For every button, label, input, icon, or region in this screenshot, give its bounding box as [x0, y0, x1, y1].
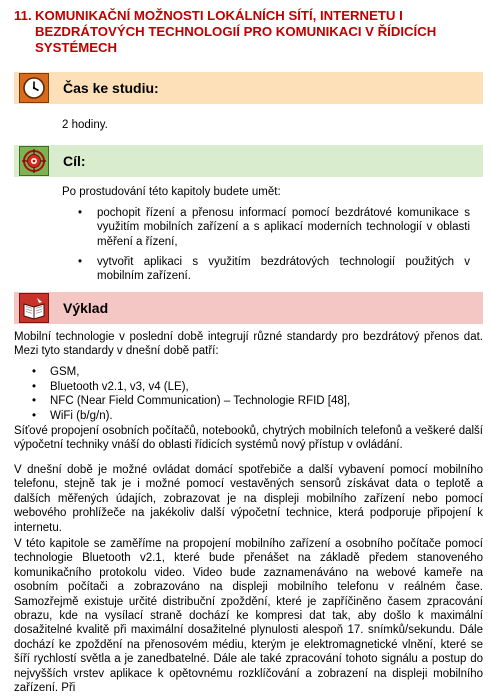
standard-item-text: Bluetooth v2.1, v3, v4 (LE),: [50, 380, 189, 393]
lecture-intro: Mobilní technologie v poslední době integrují různé standardy pro bezdrátový přenos dat. Mezi tyto standardy v dnešní době patří:: [14, 331, 483, 358]
chapter-title: KOMUNIKAČNÍ MOŽNOSTI LOKÁLNÍCH SÍTÍ, INTERNETU I BEZDRÁTOVÝCH TECHNOLOGIÍ PRO KOMUNIKACI V ŘÍDICÍCH SYSTÉMECH: [35, 8, 437, 55]
lecture-section-label: Výklad: [63, 300, 109, 316]
body-paragraph: V dnešní době je možné ovládat domácí spotřebiče a další vybavení pomocí mobilního telefonu, stejně tak je i možné pomocí vestavěných sensorů získávat data o teplotě a dalších měřených údajích, zobrazovat je na displeji mobilního zařízení nebo pomocí webového prohlížeče na jakékoliv další výpočetní technice, která podporuje připojení k internetu.: [14, 464, 483, 534]
standard-item-text: GSM,: [50, 366, 80, 378]
chapter-number: 11.: [14, 8, 32, 23]
goal-bullet-text: pochopit řízení a přenosu informací pomocí bezdrátové komunikace s využitím mobilních zařízení a s aplikací moderních technologií v oblasti měření a řízení,: [97, 207, 470, 248]
bullet-dot: •: [32, 380, 37, 393]
goal-intro: Po prostudování této kapitoly budete umět:: [62, 186, 281, 198]
time-value: 2 hodiny.: [62, 119, 108, 131]
book-icon: [19, 293, 49, 323]
goal-section-label: Cíl:: [63, 153, 86, 169]
time-section-bar: [14, 72, 483, 104]
time-section-label: Čas ke studiu:: [63, 80, 159, 96]
standard-item: [32, 380, 472, 394]
chapter-heading: [14, 8, 484, 56]
clock-icon: [19, 73, 49, 103]
target-icon: [19, 146, 49, 176]
lecture-section-bar: [14, 292, 483, 324]
standard-item-text: NFC (Near Field Communication) – Technologie RFID [48],: [50, 395, 351, 407]
goal-bullet: [78, 206, 470, 249]
goal-bullet: [78, 255, 470, 284]
bullet-dot: •: [32, 409, 37, 422]
body-paragraph: V této kapitole se zaměříme na propojení mobilního zařízení a osobního počítače pomocí technologie Bluetooth v2.1, které bude přenášet na základě předem stanoveného komunikačního protokolu video. Video bude zaznamenáváno na webové kameře na osobním počítači a zobrazováno na displeji mobilního telefonu v reálném čase. Samozřejmě existuje určité distribuční zpoždění, které je zapříčiněno časem zpracování obrazu, kde na vysílací straně dochází ke kompresi dat tak, aby došlo k maximální dosažitelné kvalitě při maximální dosažitelné plynulosti alespoň 17. snímků/sekundu. Dále dochází ke zpoždění na přenosovém médiu, kterým je elektromagnetické vlnění, které se šíří rychlostí světla a je zanedbatelné. Dále ale také zpracování tohoto signálu a postup do nejvyšších vrstev aplikace k opětovnému rozklíčování a zobrazení na displeji mobilního zařízení. Při: [14, 538, 483, 695]
body-paragraph: Síťové propojení osobních počítačů, notebooků, chytrých mobilních telefonů a veškeré další výpočetní techniky vnáší do oblasti řídicích systémů nový přístup v ovládání.: [14, 425, 483, 452]
standard-item: [32, 394, 472, 408]
standard-item-text: WiFi (b/g/n).: [50, 409, 113, 422]
standard-item: [32, 409, 472, 423]
bullet-dot: •: [78, 207, 83, 219]
goal-section-bar: [14, 145, 483, 177]
standard-item: [32, 365, 472, 379]
bullet-dot: •: [32, 395, 37, 407]
bullet-dot: •: [78, 256, 83, 268]
bullet-dot: •: [32, 366, 37, 378]
goal-bullet-text: vytvořit aplikaci s využitím bezdrátových technologií použitých v mobilním zařízení.: [97, 256, 470, 283]
